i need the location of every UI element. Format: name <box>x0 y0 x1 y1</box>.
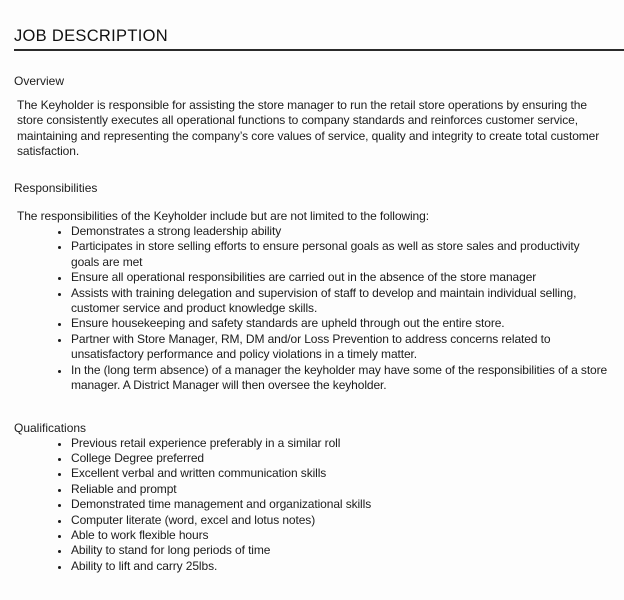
overview-paragraph: The Keyholder is responsible for assisting the store manager to run the retail store operations by ensuring the store consistently executes all operational functions to company standards and reinforces customer service, maintaining and representing the company’s core values of service, quality and integrity to create total customer satisfaction. <box>17 98 600 159</box>
list-item: • College Degree preferred <box>70 451 608 466</box>
list-item: • Ensure housekeeping and safety standards are upheld through out the entire store. <box>70 316 608 331</box>
list-item: • Excellent verbal and written communication skills <box>70 466 608 481</box>
list-item: • Ability to lift and carry 25lbs. <box>70 559 608 574</box>
overview-heading: Overview <box>14 74 65 88</box>
list-item: • Demonstrated time management and organizational skills <box>70 497 608 512</box>
responsibilities-list <box>14 224 608 393</box>
list-item: • Ability to stand for long periods of time <box>70 543 608 558</box>
page-title: JOB DESCRIPTION <box>14 27 168 45</box>
list-item: • Previous retail experience preferably in a similar roll <box>70 436 608 451</box>
list-item: • Computer literate (word, excel and lotus notes) <box>70 513 608 528</box>
list-item: • Assists with training delegation and supervision of staff to develop and maintain individual selling, customer service and product knowledge skills. <box>70 286 608 317</box>
list-item: • Demonstrates a strong leadership ability <box>70 224 608 239</box>
list-item: • Partner with Store Manager, RM, DM and/or Loss Prevention to address concerns related to unsatisfactory performance and policy violations in a timely matter. <box>70 332 608 363</box>
responsibilities-heading: Responsibilities <box>14 180 98 195</box>
list-item: • In the (long term absence) of a manager the keyholder may have some of the responsibilities of a store manager. A District Manager will then oversee the keyholder. <box>70 363 608 394</box>
qualifications-heading: Qualifications <box>14 420 87 435</box>
qualifications-list <box>14 436 608 575</box>
responsibilities-intro: The responsibilities of the Keyholder include but are not limited to the following: <box>17 208 429 223</box>
list-item: • Able to work flexible hours <box>70 528 608 543</box>
list-item: • Reliable and prompt <box>70 482 608 497</box>
list-item: • Ensure all operational responsibilities are carried out in the absence of the store manager <box>70 270 608 285</box>
list-item: • Participates in store selling efforts to ensure personal goals as well as store sales and productivity goals are met <box>70 239 608 270</box>
title-divider <box>14 49 624 51</box>
